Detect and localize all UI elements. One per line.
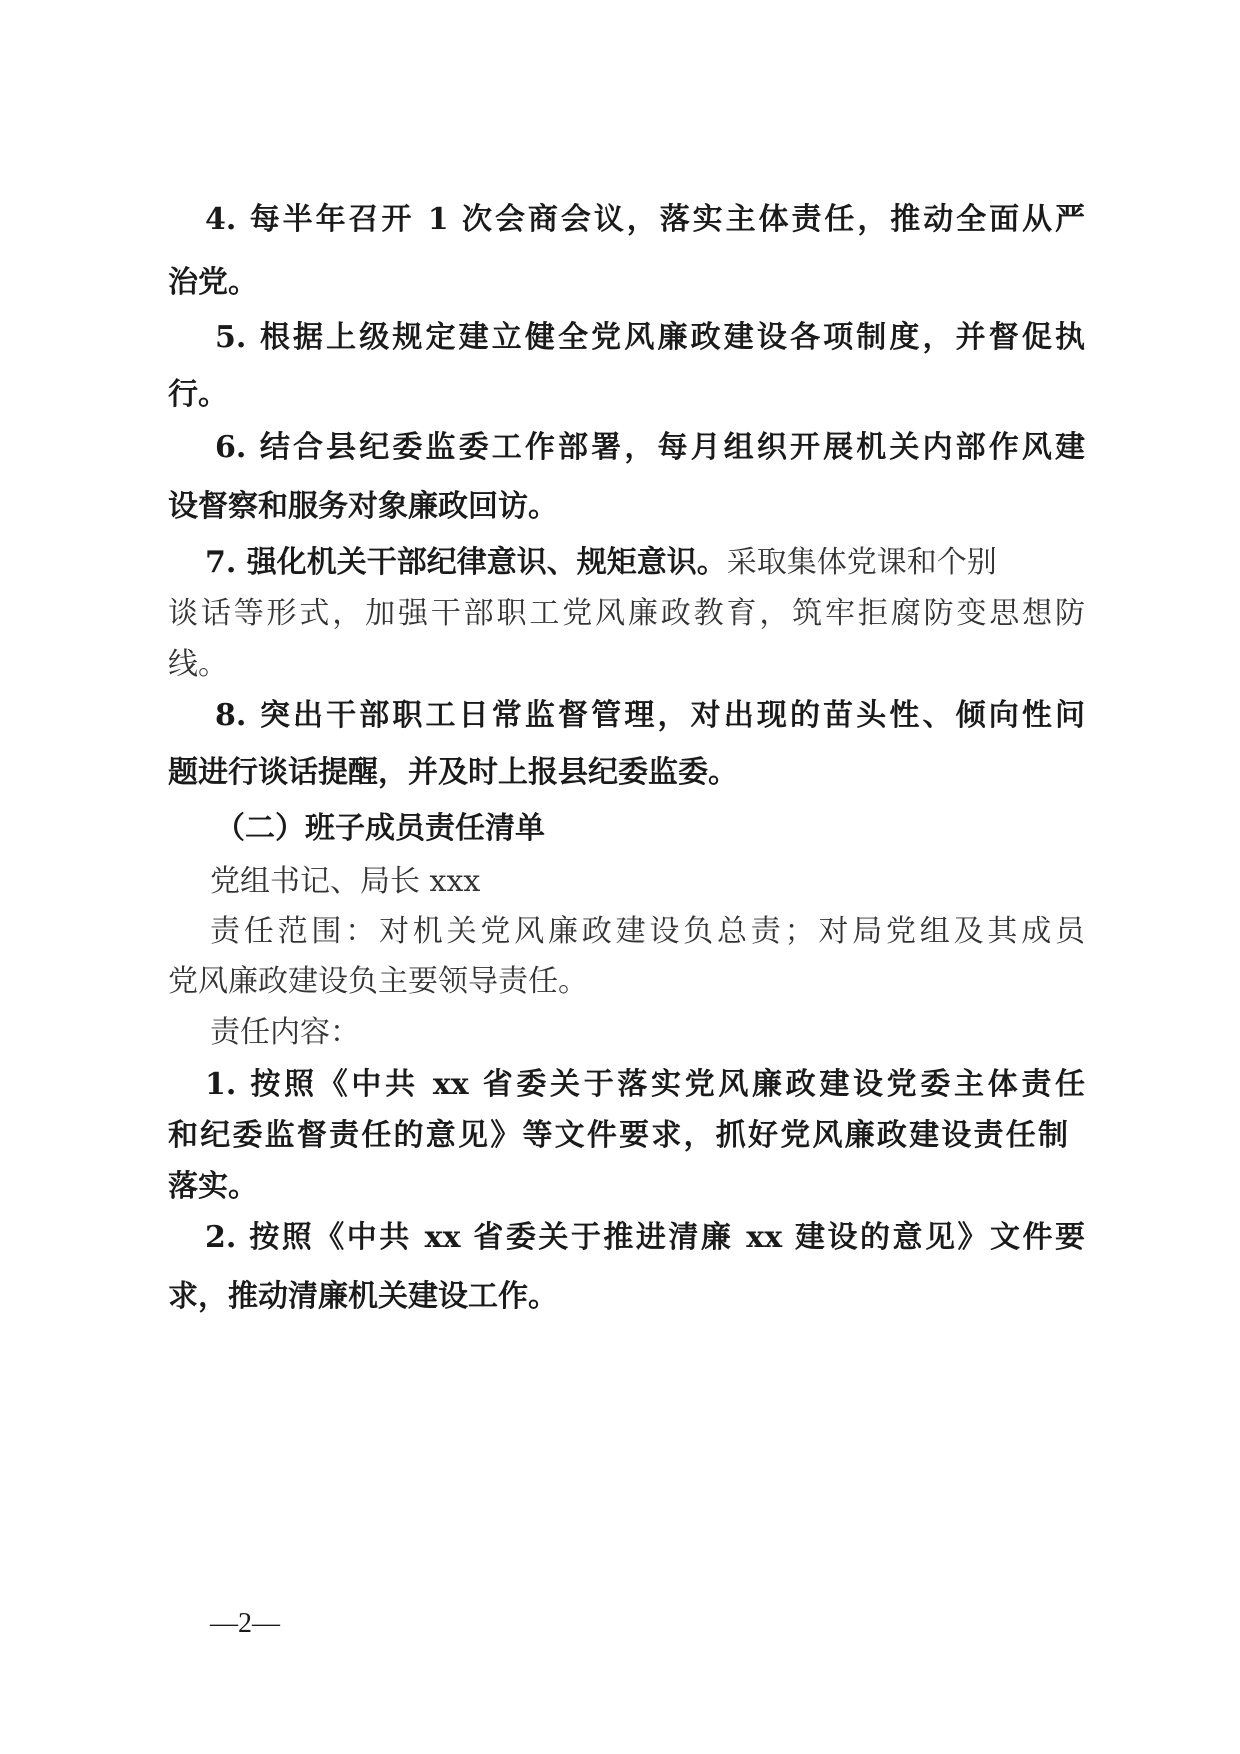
responsibility-scope-line-1: 责任范围：对机关党风廉政建设负总责；对局党组及其成员 (210, 914, 1085, 949)
responsibility-content-label: 责任内容： (210, 1015, 360, 1050)
item-1-line-2: 和纪委监督责任的意见》等文件要求，抓好党风廉政建设责任制 (168, 1118, 1068, 1153)
paragraph-8-line-2: 题进行谈话提醒，并及时上报县纪委监委。 (168, 755, 738, 790)
item-2-line-2: 求，推动清廉机关建设工作。 (168, 1279, 558, 1314)
paragraph-6-line-1: 6. 结合县纪委监委工作部署，每月组织开展机关内部作风建 (215, 430, 1085, 465)
section-heading: （二）班子成员责任清单 (215, 811, 545, 846)
paragraph-7-normal-text: 采取集体党课和个别 (726, 545, 997, 580)
item-1-line-1: 1. 按照《中共 xx 省委关于落实党风廉政建设党委主体责任 (205, 1067, 1085, 1102)
paragraph-8-line-1: 8. 突出干部职工日常监督管理，对出现的苗头性、倾向性问 (215, 698, 1085, 733)
item-1-line-3: 落实。 (168, 1169, 258, 1204)
paragraph-7-line-1 (205, 543, 1085, 583)
paragraph-5-line-2: 行。 (168, 377, 228, 412)
paragraph-4-line-1: 4. 每半年召开 1 次会商会议，落实主体责任，推动全面从严 (205, 202, 1085, 237)
paragraph-7-bold-lead: 7. 强化机关干部纪律意识、规矩意识。 (205, 545, 727, 580)
paragraph-5-line-1: 5. 根据上级规定建立健全党风廉政建设各项制度，并督促执 (215, 320, 1085, 355)
responsibility-scope-line-2: 党风廉政建设负主要领导责任。 (168, 964, 588, 999)
item-2-line-1: 2. 按照《中共 xx 省委关于推进清廉 xx 建设的意见》文件要 (205, 1220, 1085, 1255)
paragraph-7-line-2: 谈话等形式，加强干部职工党风廉政教育，筑牢拒腐防变思想防 (168, 596, 1085, 631)
paragraph-7-line-3: 线。 (168, 647, 228, 682)
paragraph-6-line-2: 设督察和服务对象廉政回访。 (168, 489, 558, 524)
member-title: 党组书记、局长 xxx (210, 864, 481, 899)
page-number: —2— (210, 1608, 280, 1639)
paragraph-4-line-2: 治党。 (168, 265, 258, 300)
